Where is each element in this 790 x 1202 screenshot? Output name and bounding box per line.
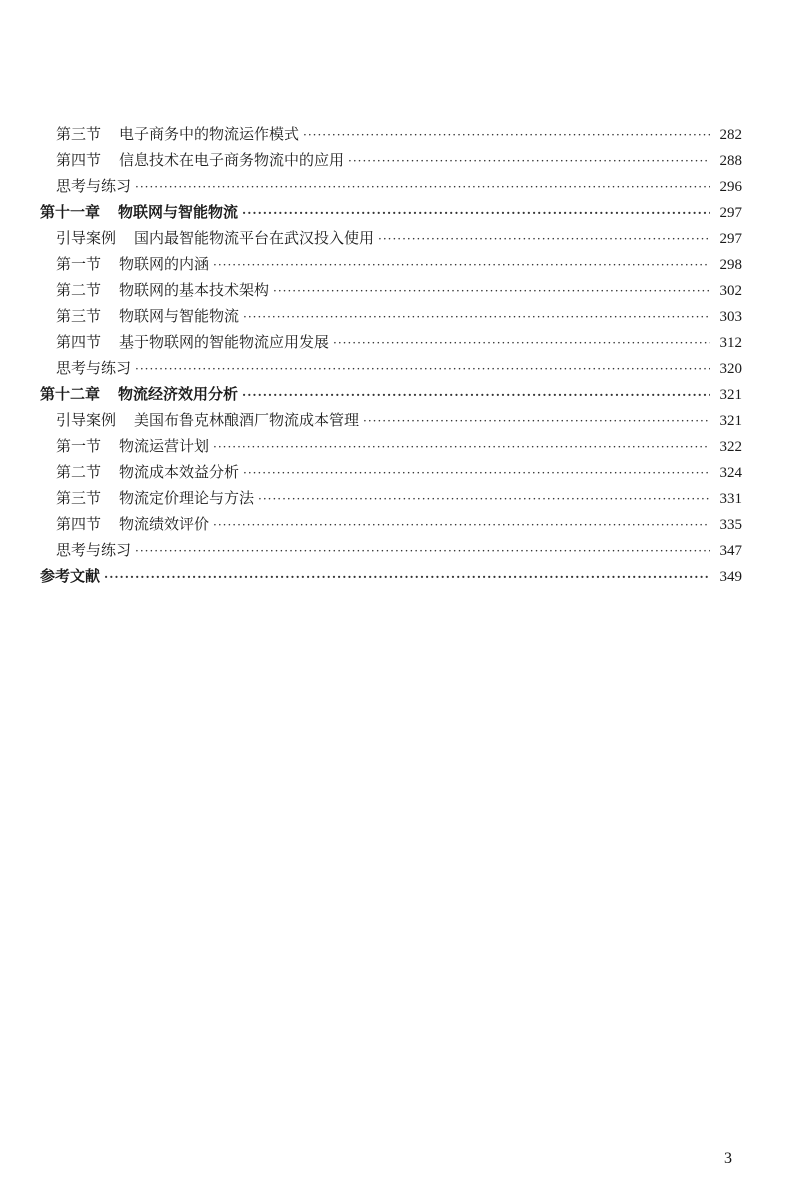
- toc-entry-page: 303: [719, 309, 742, 325]
- dot-leader: [348, 148, 710, 174]
- toc-entry-title: 电子商务中的物流运作模式: [119, 125, 300, 143]
- toc-entry: [40, 173, 742, 199]
- toc-entry-label: 引导案例: [56, 411, 117, 429]
- toc-entry: [40, 511, 742, 537]
- dot-leader: [243, 304, 710, 330]
- toc-entry: [40, 277, 742, 303]
- toc-entry: [40, 121, 742, 147]
- toc-chapter-entry: [40, 563, 742, 589]
- toc-entry-label: 第二节: [56, 281, 102, 299]
- toc-entry-title: 信息技术在电子商务物流中的应用: [119, 151, 345, 169]
- toc-entry-label: 第四节: [56, 515, 102, 533]
- toc-entry-label: 第四节: [56, 333, 102, 351]
- dot-leader: [243, 460, 710, 486]
- toc-entry: [40, 537, 742, 563]
- toc-entry-title: 思考与练习: [56, 359, 132, 377]
- toc-entry-label: 第四节: [56, 151, 102, 169]
- toc-entry-title: 基于物联网的智能物流应用发展: [119, 333, 330, 351]
- dot-leader: [213, 434, 710, 460]
- toc-entry-page: 302: [719, 283, 742, 299]
- page-number: 3: [724, 1150, 732, 1167]
- toc-entry-page: 347: [719, 543, 742, 559]
- toc-entry-title: 思考与练习: [56, 177, 132, 195]
- toc-entry-title: 国内最智能物流平台在武汉投入使用: [134, 229, 375, 247]
- toc-entry: [40, 329, 742, 355]
- toc-entry: [40, 303, 742, 329]
- dot-leader: [333, 330, 710, 356]
- toc-entry: [40, 147, 742, 173]
- toc-entry-title: 物联网与智能物流: [119, 307, 240, 325]
- toc-entry: [40, 459, 742, 485]
- toc-entry-page: 324: [719, 465, 742, 481]
- toc-entry-page: 322: [719, 439, 742, 455]
- toc-entry-title: 物流经济效用分析: [118, 385, 239, 403]
- toc-entry: [40, 433, 742, 459]
- toc-entry-page: 331: [719, 491, 742, 507]
- toc-entry-title: 物流绩效评价: [119, 515, 210, 533]
- toc-entry: [40, 485, 742, 511]
- toc-entry-title: 物联网的内涵: [119, 255, 210, 273]
- dot-leader: [135, 538, 710, 564]
- toc-entry-label: 第二节: [56, 463, 102, 481]
- toc-entry-page: 298: [719, 257, 742, 273]
- dot-leader: [104, 564, 710, 590]
- dot-leader: [303, 122, 710, 148]
- dot-leader: [378, 226, 710, 252]
- toc-entry-page: 297: [719, 205, 742, 221]
- toc-chapter-entry: [40, 381, 742, 407]
- toc-entry-title: 物流定价理论与方法: [119, 489, 255, 507]
- toc-entry: [40, 225, 742, 251]
- dot-leader: [213, 512, 710, 538]
- toc-entry-page: 335: [719, 517, 742, 533]
- toc-entry-page: 312: [719, 335, 742, 351]
- toc-entry: [40, 251, 742, 277]
- toc-entry-label: 第一节: [56, 437, 102, 455]
- toc-chapter-entry: [40, 199, 742, 225]
- toc-entry-page: 349: [719, 569, 742, 585]
- dot-leader: [135, 174, 710, 200]
- toc-entry-title: 物流成本效益分析: [119, 463, 240, 481]
- toc-entry-page: 296: [719, 179, 742, 195]
- toc-entry-label: 第十一章: [40, 203, 101, 221]
- toc-entry-page: 297: [719, 231, 742, 247]
- toc-entry-label: 第三节: [56, 307, 102, 325]
- toc-entry-title: 美国布鲁克林酿酒厂物流成本管理: [134, 411, 360, 429]
- dot-leader: [363, 408, 710, 434]
- toc-entry: [40, 355, 742, 381]
- toc-entry: [40, 407, 742, 433]
- toc-entry-page: 321: [719, 413, 742, 429]
- toc-entry-label: 第三节: [56, 489, 102, 507]
- toc-entry-page: 288: [719, 153, 742, 169]
- toc-entry-label: 第十二章: [40, 385, 101, 403]
- dot-leader: [273, 278, 710, 304]
- toc-entry-label: 第一节: [56, 255, 102, 273]
- toc-entry-label: 第三节: [56, 125, 102, 143]
- dot-leader: [135, 356, 710, 382]
- dot-leader: [258, 486, 710, 512]
- toc-entry-title: 物流运营计划: [119, 437, 210, 455]
- toc-entry-title: 物联网的基本技术架构: [119, 281, 270, 299]
- dot-leader: [242, 382, 710, 408]
- toc-entry-title: 思考与练习: [56, 541, 132, 559]
- dot-leader: [213, 252, 710, 278]
- toc-entry-page: 282: [719, 127, 742, 143]
- toc-entry-title: 参考文献: [40, 567, 101, 585]
- toc-entry-page: 321: [719, 387, 742, 403]
- dot-leader: [242, 200, 710, 226]
- toc-entry-label: 引导案例: [56, 229, 117, 247]
- table-of-contents: [40, 121, 742, 589]
- toc-entry-title: 物联网与智能物流: [118, 203, 239, 221]
- toc-entry-page: 320: [719, 361, 742, 377]
